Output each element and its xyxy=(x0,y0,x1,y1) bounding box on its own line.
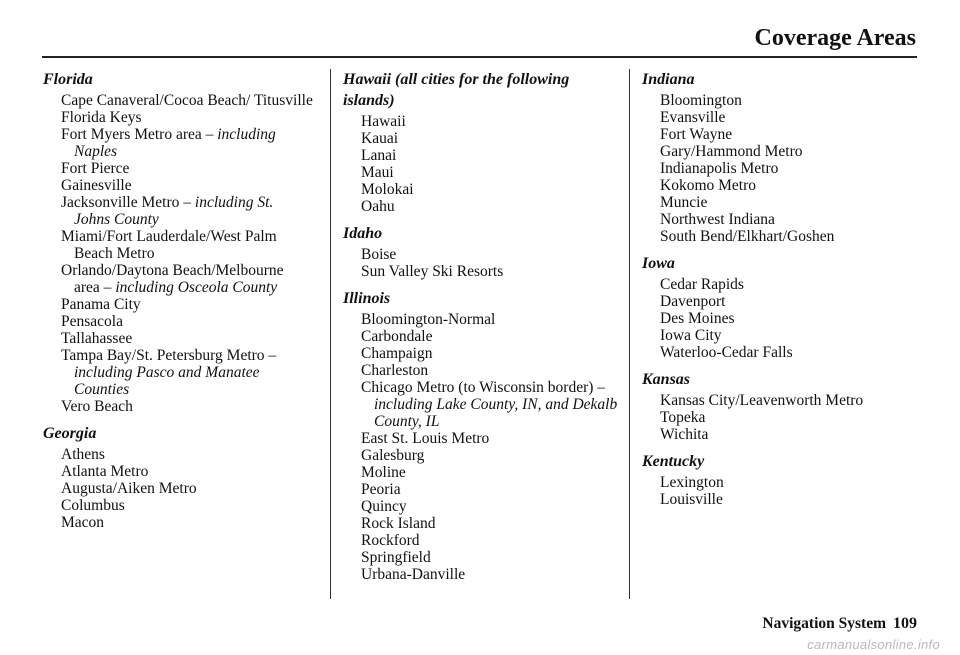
coverage-area-item xyxy=(642,491,912,508)
area-name: Topeka xyxy=(660,409,706,426)
area-name: Kauai xyxy=(361,130,399,147)
area-name: Sun Valley Ski Resorts xyxy=(361,263,504,280)
coverage-area-item xyxy=(642,194,912,211)
coverage-area-item xyxy=(343,464,623,481)
coverage-area-item xyxy=(642,126,912,143)
area-name: Fort Pierce xyxy=(61,160,130,177)
state-section xyxy=(642,369,912,443)
coverage-area-item xyxy=(642,228,912,245)
area-name: Lanai xyxy=(361,147,397,164)
coverage-column-3 xyxy=(642,69,912,516)
coverage-area-item xyxy=(43,398,313,415)
coverage-area-item xyxy=(343,430,623,447)
area-name: Bloomington xyxy=(660,92,742,109)
area-name: Moline xyxy=(361,464,406,481)
state-section xyxy=(343,288,623,583)
coverage-list xyxy=(642,392,912,443)
coverage-list xyxy=(343,113,623,215)
coverage-area-item xyxy=(642,310,912,327)
coverage-area-item xyxy=(343,447,623,464)
state-heading: Georgia xyxy=(43,425,97,442)
coverage-area-item xyxy=(43,463,313,480)
coverage-area-item xyxy=(43,194,313,228)
area-name: East St. Louis Metro xyxy=(361,430,490,447)
coverage-list xyxy=(642,92,912,245)
coverage-area-item xyxy=(642,143,912,160)
area-name: Panama City xyxy=(61,296,141,313)
coverage-area-item xyxy=(343,181,623,198)
coverage-area-item xyxy=(43,177,313,194)
coverage-area-item xyxy=(642,109,912,126)
coverage-area-item xyxy=(43,262,313,296)
coverage-area-item xyxy=(43,228,313,262)
area-name: Atlanta Metro xyxy=(61,463,149,480)
area-name: Cedar Rapids xyxy=(660,276,744,293)
coverage-area-item xyxy=(43,497,313,514)
coverage-area-item xyxy=(642,344,912,361)
coverage-area-item xyxy=(642,92,912,109)
area-name: Florida Keys xyxy=(61,109,142,126)
area-name: Charleston xyxy=(361,362,429,379)
footer-section-name: Navigation System xyxy=(762,615,886,632)
area-name: Hawaii xyxy=(361,113,406,130)
coverage-area-item xyxy=(343,379,623,430)
coverage-area-item xyxy=(343,498,623,515)
coverage-list xyxy=(43,92,313,415)
coverage-area-item xyxy=(642,474,912,491)
area-name: Tampa Bay/St. Petersburg Metro – xyxy=(61,347,277,364)
area-name: Des Moines xyxy=(660,310,735,327)
area-name: Bloomington-Normal xyxy=(361,311,496,328)
page-footer xyxy=(762,614,917,634)
state-section xyxy=(642,253,912,361)
area-name: Urbana-Danville xyxy=(361,566,466,583)
area-note: including St. Johns County xyxy=(74,194,274,228)
area-name: Galesburg xyxy=(361,447,425,464)
area-name: Boise xyxy=(361,246,397,263)
coverage-list xyxy=(343,311,623,583)
area-name: Peoria xyxy=(361,481,401,498)
coverage-area-item xyxy=(43,330,313,347)
area-name: Maui xyxy=(361,164,394,181)
coverage-area-item xyxy=(343,532,623,549)
coverage-list xyxy=(343,246,623,280)
coverage-area-item xyxy=(43,480,313,497)
coverage-area-item xyxy=(43,313,313,330)
coverage-area-item xyxy=(642,160,912,177)
area-name: Carbondale xyxy=(361,328,433,345)
coverage-list xyxy=(642,474,912,508)
coverage-column-2 xyxy=(343,69,623,591)
state-heading: Florida xyxy=(43,71,93,88)
coverage-area-item xyxy=(343,328,623,345)
area-name: Iowa City xyxy=(660,327,722,344)
coverage-area-item xyxy=(343,164,623,181)
coverage-area-item xyxy=(343,263,623,280)
coverage-area-item xyxy=(343,481,623,498)
coverage-area-item xyxy=(343,311,623,328)
area-name: Gary/Hammond Metro xyxy=(660,143,803,160)
area-name: Kokomo Metro xyxy=(660,177,757,194)
page-number: 109 xyxy=(893,615,917,632)
area-name: Augusta/Aiken Metro xyxy=(61,480,197,497)
state-section xyxy=(343,69,623,215)
coverage-area-item xyxy=(642,177,912,194)
area-name: Chicago Metro (to Wisconsin border) xyxy=(361,379,594,396)
area-name: Athens xyxy=(61,446,105,463)
state-heading: Indiana xyxy=(642,71,695,88)
coverage-area-item xyxy=(343,549,623,566)
coverage-area-item xyxy=(642,276,912,293)
column-divider xyxy=(629,69,630,599)
coverage-area-item xyxy=(343,362,623,379)
watermark: carmanualsonline.info xyxy=(807,637,940,652)
area-name: South Bend/Elkhart/Goshen xyxy=(660,228,835,245)
page-title: Coverage Areas xyxy=(754,25,916,51)
column-divider xyxy=(330,69,331,599)
area-name: Northwest Indiana xyxy=(660,211,775,228)
coverage-area-item xyxy=(642,293,912,310)
area-name: Miami/Fort Lauderdale/West Palm Beach Metro xyxy=(61,228,277,262)
state-heading: Illinois xyxy=(343,290,391,307)
state-heading: Idaho xyxy=(343,225,383,242)
area-name: Quincy xyxy=(361,498,407,515)
coverage-list xyxy=(642,276,912,361)
area-name: Kansas City/Leavenworth Metro xyxy=(660,392,864,409)
coverage-area-item xyxy=(642,327,912,344)
area-name: Evansville xyxy=(660,109,726,126)
area-name: Jacksonville Metro – xyxy=(61,194,192,211)
area-note: including Pasco and Manatee Counties xyxy=(74,364,260,398)
state-section xyxy=(43,69,313,415)
coverage-area-item xyxy=(642,426,912,443)
area-name: Vero Beach xyxy=(61,398,133,415)
coverage-area-item xyxy=(43,126,313,160)
area-name: Cape Canaveral/Cocoa Beach/ Titusville xyxy=(61,92,313,109)
area-name: Fort Wayne xyxy=(660,126,733,143)
coverage-area-item xyxy=(343,246,623,263)
coverage-area-item xyxy=(642,211,912,228)
area-name: Rockford xyxy=(361,532,420,549)
area-name: Macon xyxy=(61,514,105,531)
area-name: Fort Myers Metro area – xyxy=(61,126,214,143)
area-name: Orlando/Daytona Beach/Melbourne area – xyxy=(61,262,284,296)
coverage-area-item xyxy=(43,160,313,177)
state-heading: Kansas xyxy=(642,371,691,388)
area-name: Champaign xyxy=(361,345,433,362)
coverage-list xyxy=(43,446,313,531)
area-name: Molokai xyxy=(361,181,414,198)
state-heading: Iowa xyxy=(642,255,675,272)
area-name: Springfield xyxy=(361,549,431,566)
coverage-column-1 xyxy=(43,69,313,539)
coverage-area-item xyxy=(343,566,623,583)
area-note: – including Lake County, IN, and Dekalb County, IL xyxy=(374,379,618,430)
coverage-area-item xyxy=(43,109,313,126)
area-name: Lexington xyxy=(660,474,724,491)
state-section xyxy=(343,223,623,280)
coverage-area-item xyxy=(43,347,313,398)
state-section xyxy=(642,451,912,508)
coverage-area-item xyxy=(43,92,313,109)
area-name: Indianapolis Metro xyxy=(660,160,779,177)
coverage-area-item xyxy=(343,345,623,362)
area-name: Louisville xyxy=(660,491,723,508)
coverage-area-item xyxy=(343,198,623,215)
coverage-area-item xyxy=(343,515,623,532)
coverage-area-item xyxy=(642,392,912,409)
area-name: Davenport xyxy=(660,293,726,310)
coverage-area-item xyxy=(642,409,912,426)
area-name: Columbus xyxy=(61,497,125,514)
state-section xyxy=(642,69,912,245)
coverage-area-item xyxy=(343,113,623,130)
coverage-area-item xyxy=(343,147,623,164)
coverage-area-item xyxy=(43,296,313,313)
area-name: Waterloo-Cedar Falls xyxy=(660,344,793,361)
coverage-area-item xyxy=(343,130,623,147)
coverage-area-item xyxy=(43,514,313,531)
area-name: Oahu xyxy=(361,198,395,215)
area-name: Tallahassee xyxy=(61,330,133,347)
coverage-area-item xyxy=(43,446,313,463)
state-heading: Kentucky xyxy=(642,453,705,470)
area-note: including Naples xyxy=(74,126,276,160)
state-heading: Hawaii (all cities for the following islands) xyxy=(343,71,570,109)
area-name: Wichita xyxy=(660,426,709,443)
header-rule xyxy=(42,56,917,58)
area-name: Rock Island xyxy=(361,515,436,532)
area-name: Gainesville xyxy=(61,177,132,194)
area-name: Muncie xyxy=(660,194,708,211)
area-note: including Osceola County xyxy=(115,279,278,296)
area-name: Pensacola xyxy=(61,313,123,330)
state-section xyxy=(43,423,313,531)
